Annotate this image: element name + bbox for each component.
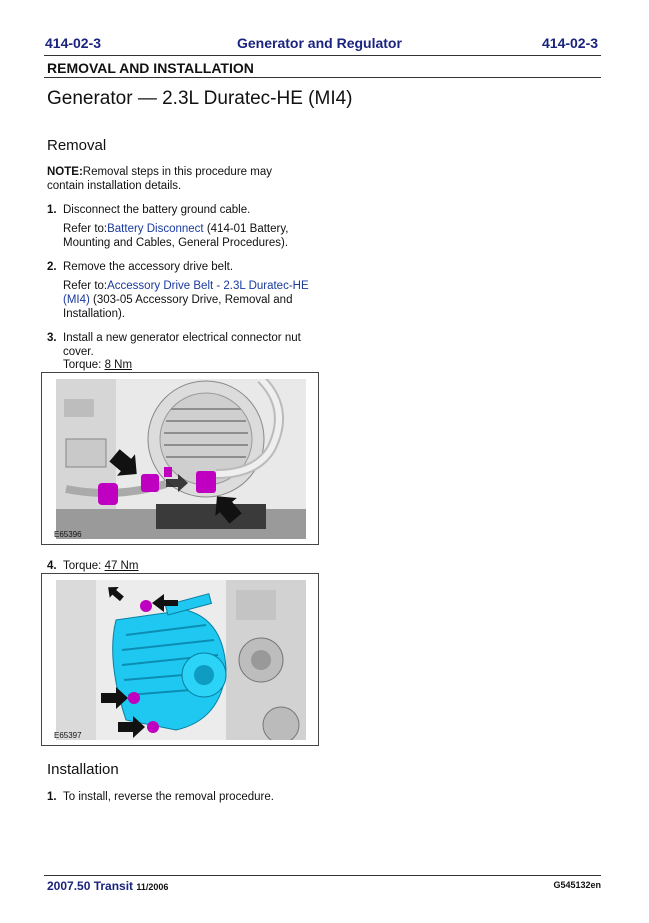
torque-value: 8 Nm: [104, 359, 133, 371]
footer-rule: [44, 875, 601, 876]
step-1-text: Disconnect the battery ground cable.: [63, 204, 251, 216]
installation-heading: Installation: [47, 761, 119, 778]
chapter-title: Generator and Regulator: [237, 35, 402, 51]
install-step-1-text: To install, reverse the removal procedure.: [63, 791, 274, 803]
section-rule: [44, 77, 601, 78]
footer-date: 11/2006: [136, 882, 169, 892]
removal-heading: Removal: [47, 137, 107, 154]
figure-2-frame: [41, 573, 319, 746]
generator-mounting-illustration: [56, 580, 306, 740]
header-rule: [44, 55, 601, 56]
step-3-number: 3.: [47, 332, 57, 344]
torque-label: Torque:: [63, 359, 105, 371]
note-text: Removal steps in this procedure may contain installation details.: [47, 166, 272, 192]
footer-model-name: 2007.50 Transit: [47, 879, 134, 893]
page-number-left: 414-02-3: [45, 35, 102, 51]
step-2-ref-rest: (303-05 Accessory Drive, Removal and Installation).: [63, 294, 293, 320]
step-3-text: Install a new generator electrical connector nut cover.: [63, 332, 301, 358]
figure-1-frame: [41, 372, 319, 545]
torque-value: 47 Nm: [104, 560, 139, 572]
footer-model: [47, 879, 168, 893]
section-heading: REMOVAL AND INSTALLATION: [47, 60, 254, 76]
step-2-text: Remove the accessory drive belt.: [63, 261, 234, 273]
step-1-reference: [63, 222, 313, 250]
footer-code: G545132en: [553, 880, 601, 890]
step-1-ref-prefix: Refer to:: [63, 223, 108, 235]
page-title: Generator — 2.3L Duratec-HE (MI4): [47, 88, 353, 109]
step-1-ref-rest: (414-01 Battery, Mounting and Cables, General Procedures).: [63, 223, 289, 249]
step-2-ref-prefix: Refer to:: [63, 280, 108, 292]
generator-connector-illustration: [56, 379, 306, 539]
note-label: NOTE:: [47, 166, 83, 178]
step-4-number: 4.: [47, 560, 57, 572]
install-step-1-number: 1.: [47, 791, 57, 803]
connector-nut-highlight: [98, 483, 118, 505]
battery-disconnect-link[interactable]: Battery Disconnect: [107, 223, 204, 235]
step-4-torque: [63, 559, 138, 573]
page-number-right: 414-02-3: [542, 35, 599, 51]
step-2-reference: [63, 279, 315, 321]
torque-label: Torque:: [63, 560, 105, 572]
step-2-number: 2.: [47, 261, 57, 273]
accessory-drive-belt-link[interactable]: Accessory Drive Belt - 2.3L Duratec-HE (MI4): [63, 280, 309, 306]
figure-2-label: E65397: [54, 731, 82, 740]
step-1-number: 1.: [47, 204, 57, 216]
note: [47, 165, 309, 193]
figure-1-label: E65396: [54, 530, 82, 539]
step-3-torque: [63, 358, 132, 372]
